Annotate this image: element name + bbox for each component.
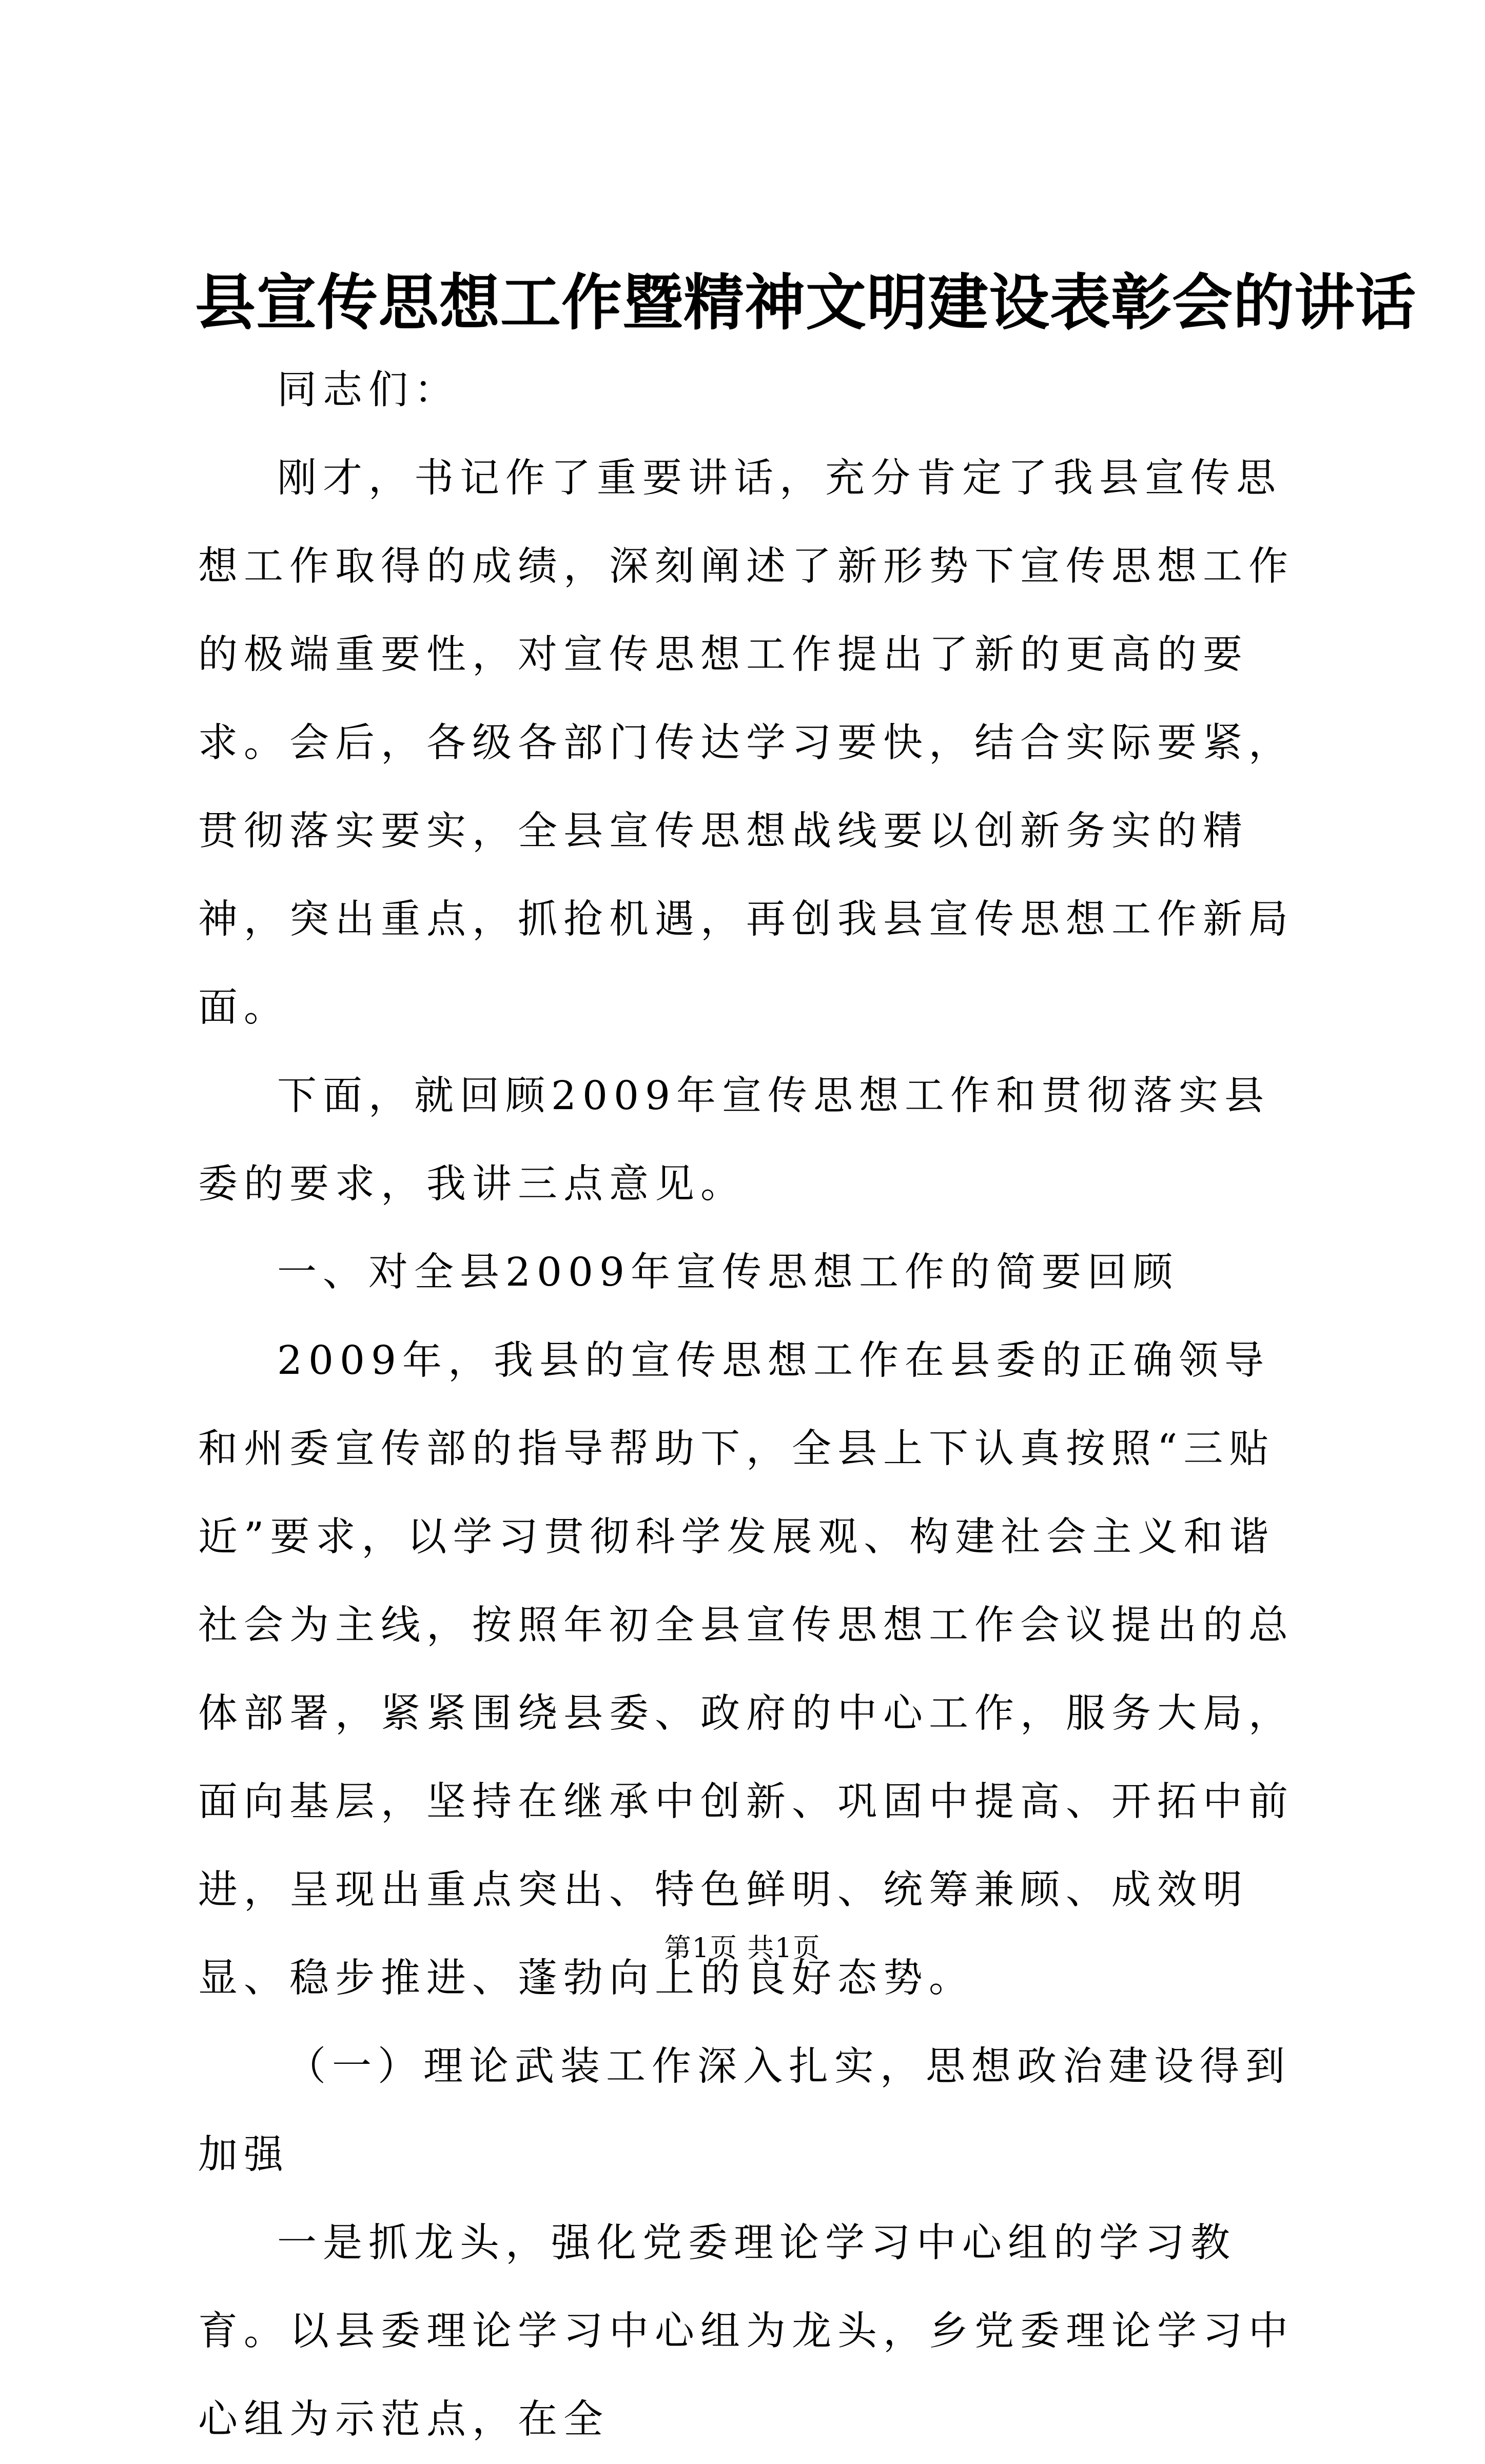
page-footer: 第1页 共1页 xyxy=(664,1933,821,1964)
body-paragraph: 刚才，书记作了重要讲话，充分肯定了我县宣传思想工作取得的成绩，深刻阐述了新形势下宣传思想工作的极端重要性，对宣传思想工作提出了新的更高的要求。会后，各级各部门传达学习要快，结合实际要紧，贯彻落实要实，全县宣传思想战线要以创新务实的精神，突出重点，抓抢机遇，再创我县宣传思想工作新局面。 xyxy=(198,456,1294,1031)
section-heading: 一、对全县2009年宣传思想工作的简要回顾 xyxy=(277,1250,1179,1295)
document-title: 县宣传思想工作暨精神文明建设表彰会的讲话 xyxy=(195,267,1417,338)
subsection-heading: （一）理论武装工作深入扎实，思想政治建设得到加强 xyxy=(198,2044,1291,2178)
body-paragraph: 2009年，我县的宣传思想工作在县委的正确领导和州委宣传部的指导帮助下，全县上下认真按照“三贴近”要求，以学习贯彻科学发展观、构建社会主义和谐社会为主线，按照年初全县宣传思想工作会议提出的总体部署，紧紧围绕县委、政府的中心工作，服务大局，面向基层，坚持在继承中创新、巩固中提高、开拓中前进，呈现出重点突出、特色鲜明、统筹兼顾、成效明显、稳步推进、蓬勃向上的良好态势。 xyxy=(198,1338,1294,2001)
document-body xyxy=(198,346,1296,2464)
body-paragraph: 一是抓龙头，强化党委理论学习中心组的学习教育。以县委理论学习中心组为龙头，乡党委理论学习中心组为示范点，在全 xyxy=(198,2220,1294,2442)
body-paragraph: 下面，就回顾2009年宣传思想工作和贯彻落实县委的要求，我讲三点意见。 xyxy=(198,1073,1270,1207)
salutation-paragraph: 同志们： xyxy=(277,367,460,413)
